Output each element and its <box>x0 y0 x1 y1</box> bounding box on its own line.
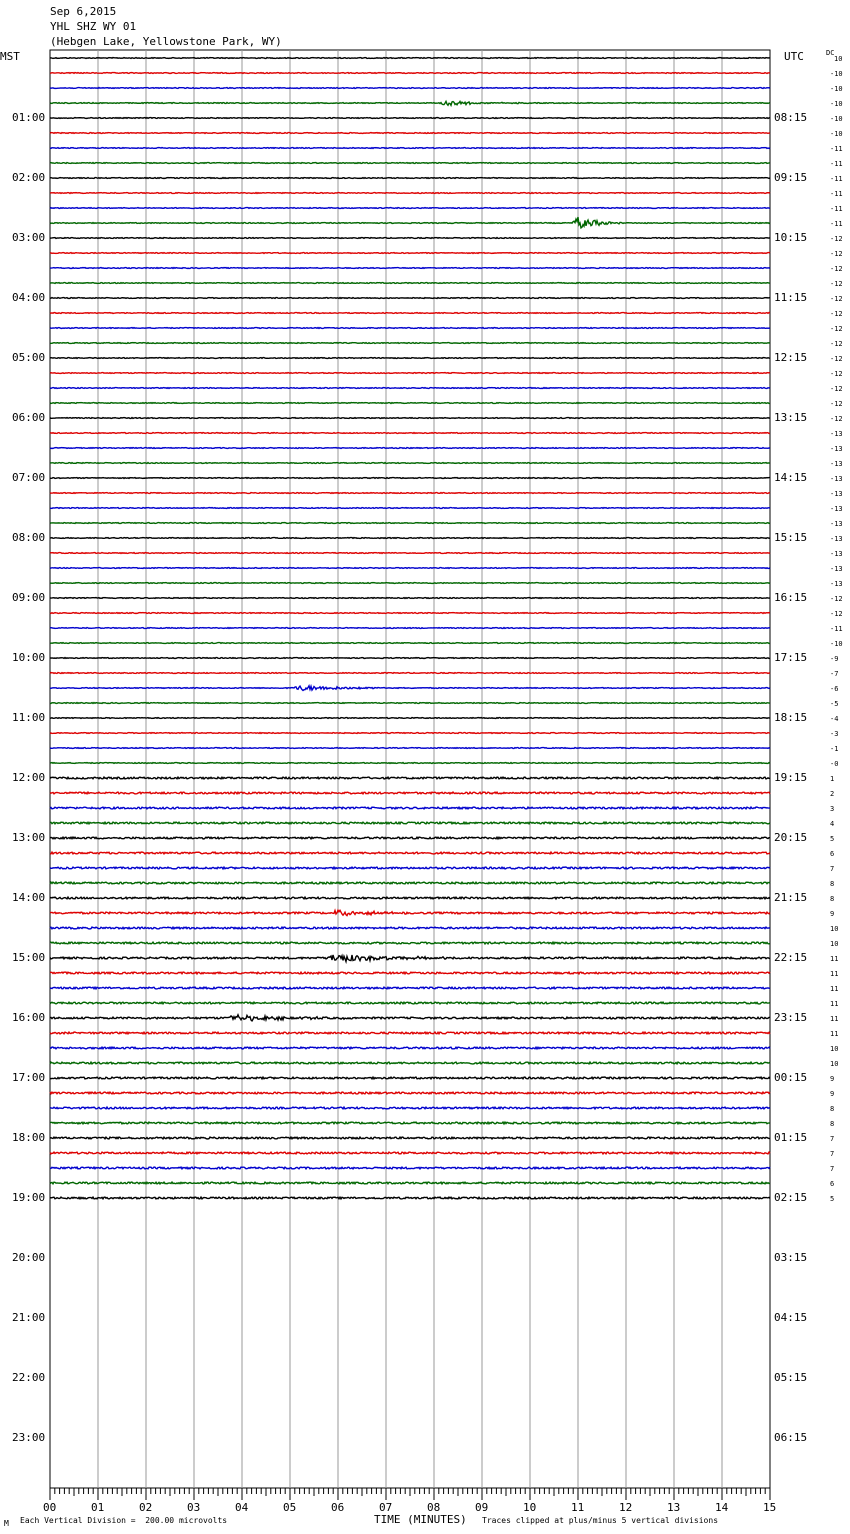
seismic-trace <box>50 148 770 149</box>
dc-offset-label: 8 <box>830 895 835 903</box>
dc-offset-label: -11 <box>830 205 843 213</box>
x-tick-label: 02 <box>139 1501 153 1514</box>
right-hour-label: 17:15 <box>774 651 808 664</box>
seismic-trace <box>50 58 770 59</box>
dc-offset-label: 11 <box>830 985 839 993</box>
seismic-trace <box>50 1062 770 1064</box>
dc-offset-label: 7 <box>830 865 835 873</box>
left-hour-label: 05:00 <box>12 351 46 364</box>
seismic-trace <box>50 1137 770 1139</box>
left-hour-label: 22:00 <box>12 1371 46 1384</box>
x-tick-label: 07 <box>379 1501 393 1514</box>
dc-offset-label: -11 <box>830 220 843 228</box>
left-hour-label: 06:00 <box>12 411 46 424</box>
seismic-trace <box>50 208 770 209</box>
dc-offset-label: -12 <box>830 325 843 333</box>
seismic-trace <box>50 837 770 839</box>
seismic-trace <box>50 1167 770 1169</box>
seismic-trace <box>50 343 770 344</box>
dc-offset-label: 5 <box>830 1195 835 1203</box>
dc-offset-label: -13 <box>830 550 843 558</box>
dc-offset-label: 11 <box>830 1015 839 1023</box>
right-hour-label: 15:15 <box>774 531 808 544</box>
right-hour-label: 01:15 <box>774 1131 808 1144</box>
dc-offset-label: -13 <box>830 520 843 528</box>
dc-offset-label: 7 <box>830 1165 835 1173</box>
left-hour-label: 15:00 <box>12 951 46 964</box>
seismic-trace <box>50 388 770 389</box>
dc-offset-label: 10 <box>830 925 839 933</box>
dc-offset-label: -13 <box>830 475 843 483</box>
seismic-trace <box>50 553 770 554</box>
left-hour-label: 17:00 <box>12 1071 46 1084</box>
seismic-trace <box>50 1122 770 1124</box>
dc-offset-label: -13 <box>830 460 843 468</box>
seismic-trace <box>50 942 770 944</box>
left-hour-label: 02:00 <box>12 171 46 184</box>
dc-offset-label: 5 <box>830 835 835 843</box>
seismic-trace <box>50 718 770 719</box>
dc-offset-label: -11 <box>830 160 843 168</box>
dc-offset-label: 7 <box>830 1150 835 1158</box>
left-hour-label: 18:00 <box>12 1131 46 1144</box>
dc-offset-label: -10 <box>830 640 843 648</box>
station-location: (Hebgen Lake, Yellowstone Park, WY) <box>50 35 282 48</box>
plot-frame <box>50 50 770 1488</box>
seismic-trace <box>50 748 770 749</box>
dc-offset-label: 11 <box>830 1000 839 1008</box>
dc-offset-label: -13 <box>830 430 843 438</box>
dc-offset-label: 2 <box>830 790 835 798</box>
seismic-trace <box>50 358 770 359</box>
station-code: YHL SHZ WY 01 <box>50 20 137 33</box>
x-tick-label: 03 <box>187 1501 201 1514</box>
seismic-trace <box>50 101 770 105</box>
seismic-trace <box>50 1197 770 1199</box>
seismic-trace <box>50 1182 770 1184</box>
seismic-trace <box>50 328 770 329</box>
dc-offset-label: -11 <box>830 175 843 183</box>
left-hour-label: 07:00 <box>12 471 46 484</box>
seismic-trace <box>50 118 770 119</box>
dc-offset-label: -12 <box>830 415 843 423</box>
x-tick-label: 05 <box>283 1501 297 1514</box>
dc-header: DC <box>826 49 835 57</box>
dc-offset-label: -0 <box>830 760 839 768</box>
right-hour-label: 03:15 <box>774 1251 808 1264</box>
dc-offset-label: -12 <box>830 595 843 603</box>
seismic-trace <box>50 493 770 494</box>
seismic-trace <box>50 523 770 524</box>
dc-offset-label: 9 <box>830 1075 835 1083</box>
seismic-trace <box>50 163 770 164</box>
left-hour-label: 20:00 <box>12 1251 46 1264</box>
dc-offset-label: 10 <box>834 55 843 63</box>
dc-offset-label: 7 <box>830 1135 835 1143</box>
seismic-trace <box>50 1107 770 1109</box>
seismic-trace <box>50 822 770 824</box>
seismic-trace <box>50 777 770 779</box>
seismic-trace <box>50 763 770 764</box>
seismic-trace <box>50 987 770 989</box>
seismic-trace <box>50 628 770 629</box>
x-tick-label: 04 <box>235 1501 249 1514</box>
seismic-trace <box>50 613 770 614</box>
dc-offset-label: -12 <box>830 235 843 243</box>
dc-offset-label: 3 <box>830 805 835 813</box>
dc-offset-label: -5 <box>830 700 839 708</box>
dc-offset-label: -10 <box>830 100 843 108</box>
seismic-trace <box>50 73 770 74</box>
x-tick-label: 00 <box>43 1501 57 1514</box>
dc-offset-label: 8 <box>830 1120 835 1128</box>
dc-offset-label: 9 <box>830 1090 835 1098</box>
left-hour-label: 01:00 <box>12 111 46 124</box>
seismic-trace <box>50 313 770 314</box>
left-hour-label: 04:00 <box>12 291 46 304</box>
dc-offset-label: -12 <box>830 265 843 273</box>
seismic-trace <box>50 508 770 509</box>
seismic-trace <box>50 1077 770 1079</box>
dc-offset-label: -12 <box>830 370 843 378</box>
left-hour-label: 21:00 <box>12 1311 46 1324</box>
corner-mark: M <box>4 1519 9 1528</box>
seismic-trace <box>50 972 770 974</box>
right-hour-label: 18:15 <box>774 711 808 724</box>
dc-offset-label: -10 <box>830 130 843 138</box>
dc-offset-label: 8 <box>830 1105 835 1113</box>
seismic-trace <box>50 910 770 915</box>
left-hour-label: 10:00 <box>12 651 46 664</box>
dc-offset-label: 4 <box>830 820 835 828</box>
right-hour-label: 02:15 <box>774 1191 808 1204</box>
dc-offset-label: -12 <box>830 610 843 618</box>
x-tick-label: 10 <box>523 1501 537 1514</box>
seismic-trace <box>50 448 770 449</box>
dc-offset-label: -13 <box>830 505 843 513</box>
right-timezone: UTC <box>784 50 804 63</box>
right-hour-label: 04:15 <box>774 1311 808 1324</box>
dc-offset-label: -12 <box>830 310 843 318</box>
seismic-trace <box>50 418 770 419</box>
dc-offset-label: -11 <box>830 625 843 633</box>
dc-offset-label: -12 <box>830 400 843 408</box>
left-hour-label: 12:00 <box>12 771 46 784</box>
seismic-trace <box>50 433 770 434</box>
right-hour-label: 20:15 <box>774 831 808 844</box>
right-hour-label: 06:15 <box>774 1431 808 1444</box>
seismic-trace <box>50 193 770 194</box>
seismic-trace <box>50 1047 770 1049</box>
dc-offset-label: -10 <box>830 70 843 78</box>
x-tick-label: 09 <box>475 1501 489 1514</box>
dc-offset-label: 6 <box>830 1180 835 1188</box>
seismic-trace <box>50 1092 770 1094</box>
seismic-trace <box>50 658 770 659</box>
left-hour-label: 19:00 <box>12 1191 46 1204</box>
seismic-trace <box>50 538 770 539</box>
dc-offset-label: -12 <box>830 340 843 348</box>
dc-offset-label: 10 <box>830 1060 839 1068</box>
right-hour-label: 00:15 <box>774 1071 808 1084</box>
right-hour-label: 10:15 <box>774 231 808 244</box>
seismic-trace <box>50 463 770 464</box>
dc-offset-label: 10 <box>830 940 839 948</box>
seismic-trace <box>50 897 770 899</box>
x-tick-label: 14 <box>715 1501 729 1514</box>
right-hour-label: 08:15 <box>774 111 808 124</box>
left-hour-label: 08:00 <box>12 531 46 544</box>
right-hour-label: 11:15 <box>774 291 808 304</box>
right-hour-label: 19:15 <box>774 771 808 784</box>
dc-offset-label: -13 <box>830 565 843 573</box>
scale-note: Each Vertical Division = 200.00 microvolts <box>20 1516 228 1525</box>
seismic-trace <box>50 178 770 179</box>
dc-offset-label: -12 <box>830 385 843 393</box>
clip-note: Traces clipped at plus/minus 5 vertical divisions <box>482 1516 719 1525</box>
seismic-trace <box>50 733 770 734</box>
left-hour-label: 11:00 <box>12 711 46 724</box>
seismic-trace <box>50 807 770 809</box>
plot-date: Sep 6,2015 <box>50 5 117 18</box>
left-hour-label: 13:00 <box>12 831 46 844</box>
left-hour-label: 03:00 <box>12 231 46 244</box>
seismic-trace <box>50 643 770 644</box>
seismic-trace <box>50 1032 770 1034</box>
seismic-trace <box>50 703 770 704</box>
right-hour-label: 05:15 <box>774 1371 808 1384</box>
seismic-trace <box>50 478 770 479</box>
right-hour-label: 12:15 <box>774 351 808 364</box>
dc-offset-label: 10 <box>830 1045 839 1053</box>
x-tick-label: 15 <box>763 1501 777 1514</box>
seismic-trace <box>50 283 770 284</box>
right-hour-label: 13:15 <box>774 411 808 424</box>
dc-offset-label: -1 <box>830 745 839 753</box>
seismic-trace <box>50 867 770 869</box>
seismic-trace <box>50 568 770 569</box>
seismic-trace <box>50 373 770 374</box>
seismic-trace <box>50 1002 770 1004</box>
dc-offset-label: -10 <box>830 85 843 93</box>
left-timezone: MST <box>0 50 20 63</box>
right-hour-label: 23:15 <box>774 1011 808 1024</box>
dc-offset-label: -13 <box>830 535 843 543</box>
dc-offset-label: -10 <box>830 115 843 123</box>
right-hour-label: 16:15 <box>774 591 808 604</box>
right-hour-label: 22:15 <box>774 951 808 964</box>
seismic-trace <box>50 403 770 404</box>
dc-offset-label: -13 <box>830 445 843 453</box>
x-tick-label: 12 <box>619 1501 633 1514</box>
dc-offset-label: 1 <box>830 775 835 783</box>
left-hour-label: 14:00 <box>12 891 46 904</box>
x-tick-label: 11 <box>571 1501 585 1514</box>
x-tick-label: 13 <box>667 1501 681 1514</box>
left-hour-label: 09:00 <box>12 591 46 604</box>
seismic-trace <box>50 238 770 239</box>
dc-offset-label: 11 <box>830 970 839 978</box>
seismic-trace <box>50 583 770 584</box>
seismic-trace <box>50 792 770 794</box>
dc-offset-label: -12 <box>830 280 843 288</box>
dc-offset-label: -9 <box>830 655 839 663</box>
dc-offset-label: 8 <box>830 880 835 888</box>
right-hour-label: 21:15 <box>774 891 808 904</box>
seismic-trace <box>50 88 770 89</box>
x-tick-label: 06 <box>331 1501 345 1514</box>
dc-offset-label: 11 <box>830 1030 839 1038</box>
x-tick-label: 08 <box>427 1501 441 1514</box>
dc-offset-label: -3 <box>830 730 839 738</box>
dc-offset-label: -6 <box>830 685 839 693</box>
right-hour-label: 09:15 <box>774 171 808 184</box>
dc-offset-label: -13 <box>830 490 843 498</box>
seismic-trace <box>50 852 770 854</box>
seismic-trace <box>50 882 770 884</box>
seismic-trace <box>50 298 770 299</box>
seismic-trace <box>50 268 770 269</box>
seismic-trace <box>50 673 770 674</box>
left-hour-label: 23:00 <box>12 1431 46 1444</box>
dc-offset-label: -13 <box>830 580 843 588</box>
seismic-trace <box>50 598 770 599</box>
seismic-trace <box>50 1152 770 1154</box>
dc-offset-label: 9 <box>830 910 835 918</box>
dc-offset-label: -7 <box>830 670 839 678</box>
seismic-trace <box>50 133 770 134</box>
dc-offset-label: 11 <box>830 955 839 963</box>
seismic-trace <box>50 686 770 691</box>
seismic-trace <box>50 1015 770 1021</box>
dc-offset-label: -12 <box>830 355 843 363</box>
right-hour-label: 14:15 <box>774 471 808 484</box>
dc-offset-label: 6 <box>830 850 835 858</box>
seismic-trace <box>50 955 770 962</box>
dc-offset-label: -11 <box>830 190 843 198</box>
seismic-trace <box>50 927 770 929</box>
x-axis-label: TIME (MINUTES) <box>374 1513 467 1526</box>
dc-offset-label: -12 <box>830 250 843 258</box>
seismic-trace <box>50 253 770 254</box>
left-hour-label: 16:00 <box>12 1011 46 1024</box>
dc-offset-label: -12 <box>830 295 843 303</box>
dc-offset-label: -11 <box>830 145 843 153</box>
x-tick-label: 01 <box>91 1501 105 1514</box>
dc-offset-label: -4 <box>830 715 839 723</box>
seismic-trace <box>50 217 770 228</box>
